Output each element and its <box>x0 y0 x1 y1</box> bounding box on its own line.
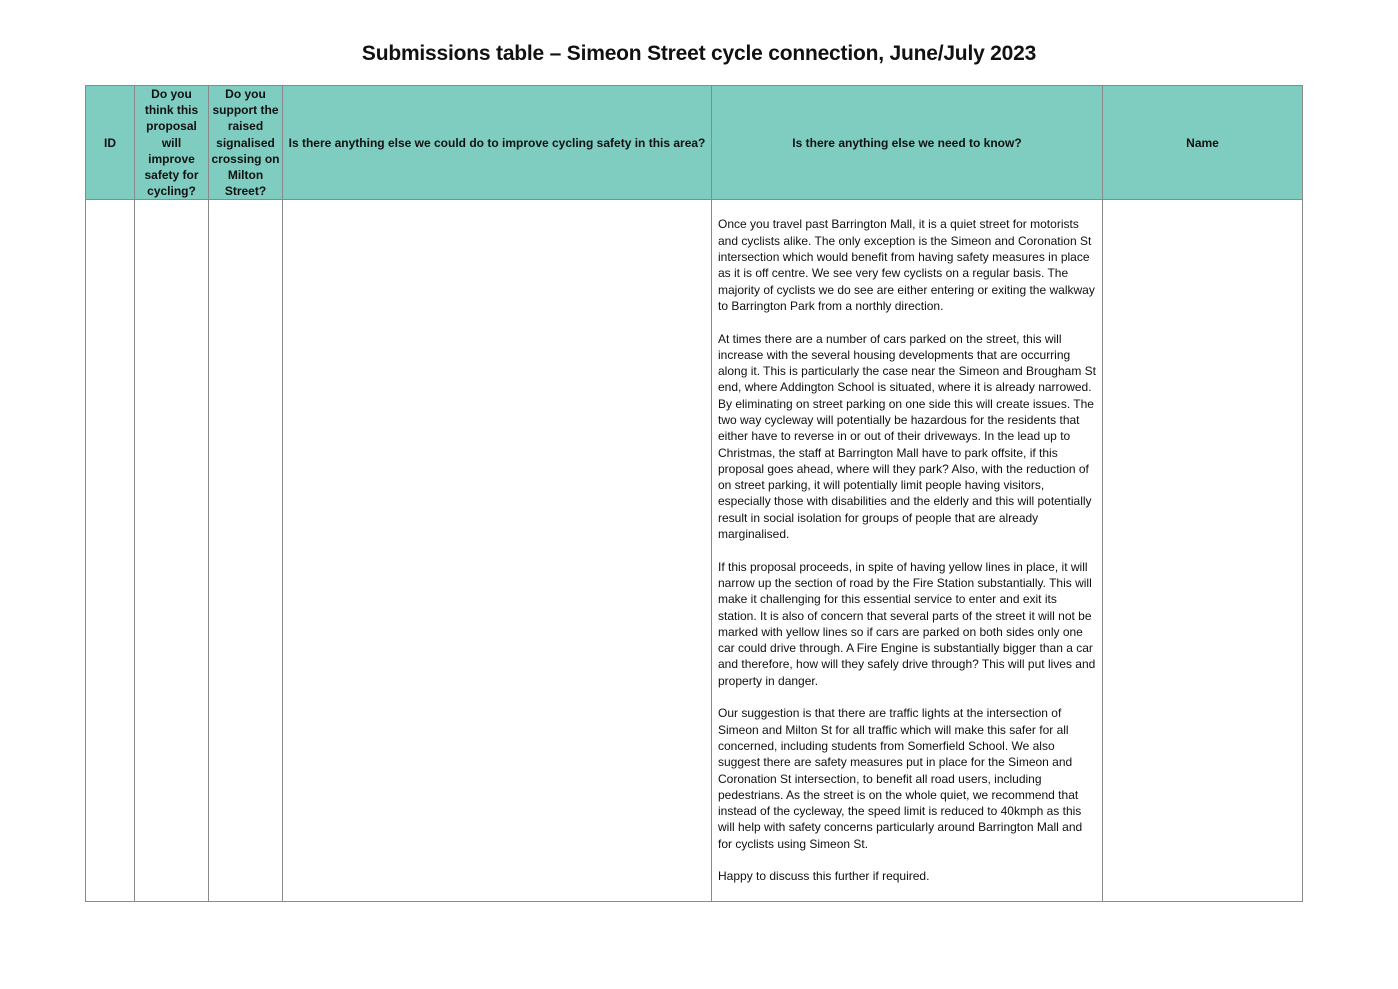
comment-paragraph: Our suggestion is that there are traffic lights at the intersection of Simeon and Milton St for all traffic which will make this safer for all concerned, including students from Somerfield School. We also suggest there are safety measures put in place for the Simeon and Coronation St intersection, to benefit all road users, including pedestrians. As the street is on the whole quiet, we recommend that instead of the cycleway, the speed limit is reduced to 40kmph as this will help with safety concerns particularly around Barrington Mall and for cyclists using Simeon St. <box>718 706 1083 851</box>
cell-id <box>86 200 135 901</box>
submissions-table <box>85 85 1303 902</box>
column-header-id: ID <box>86 86 135 200</box>
submission-comment <box>712 200 1102 884</box>
column-header-name: Name <box>1103 86 1303 200</box>
page-title: Submissions table – Simeon Street cycle connection, June/July 2023 <box>361 42 1037 65</box>
column-header-support-crossing: Do you support the raised signalised crossing on Milton Street? <box>209 86 283 200</box>
cell-support-crossing <box>209 200 283 901</box>
column-header-need-to-know: Is there anything else we need to know? <box>712 86 1103 200</box>
comment-paragraph: At times there are a number of cars parked on the street, this will increase with the several housing developments that are occurring along it. This is particularly the case near the Simeon and Brougham St end, where Addington School is situated, where it is already narrowed. By eliminating on street parking on one side this will create issues. The two way cycleway will potentially be hazardous for the residents that either have to reverse in or out of their driveways. In the lead up to Christmas, the staff at Barrington Mall have to park offsite, if this proposal goes ahead, where will they park? Also, with the reduction of on street parking, it will potentially limit people having visitors, especially those with disabilities and the elderly and this will potentially result in social isolation for groups of people that are already marginalised. <box>718 331 1096 542</box>
cell-need-to-know <box>712 200 1103 901</box>
comment-paragraph: Happy to discuss this further if required. <box>718 869 930 884</box>
column-header-improve-safety: Do you think this proposal will improve safety for cycling? <box>135 86 209 200</box>
cell-anything-else-safety <box>283 200 712 901</box>
comment-paragraph: Once you travel past Barrington Mall, it is a quiet street for motorists and cyclists alike. The only exception is the Simeon and Coronation St intersection which would benefit from having safety measures in place as it is off centre. We see very few cyclists on a regular basis. The majority of cyclists we do see are either entering or exiting the walkway to Barrington Park from a northly direction. <box>718 217 1095 313</box>
column-header-anything-else-safety: Is there anything else we could do to improve cycling safety in this area? <box>283 86 712 200</box>
cell-name <box>1103 200 1303 901</box>
cell-improve-safety <box>135 200 209 901</box>
table-row <box>86 200 1303 901</box>
table-header-row <box>86 86 1303 200</box>
comment-paragraph: If this proposal proceeds, in spite of having yellow lines in place, it will narrow up the section of road by the Fire Station substantially. This will make it challenging for this essential service to enter and exit its station. It is also of concern that several parts of the street it will not be marked with yellow lines so if cars are parked on both sides only one car could drive through. A Fire Engine is substantially bigger than a car and therefore, how will they safely drive through? This will put lives and property in danger. <box>718 559 1096 688</box>
